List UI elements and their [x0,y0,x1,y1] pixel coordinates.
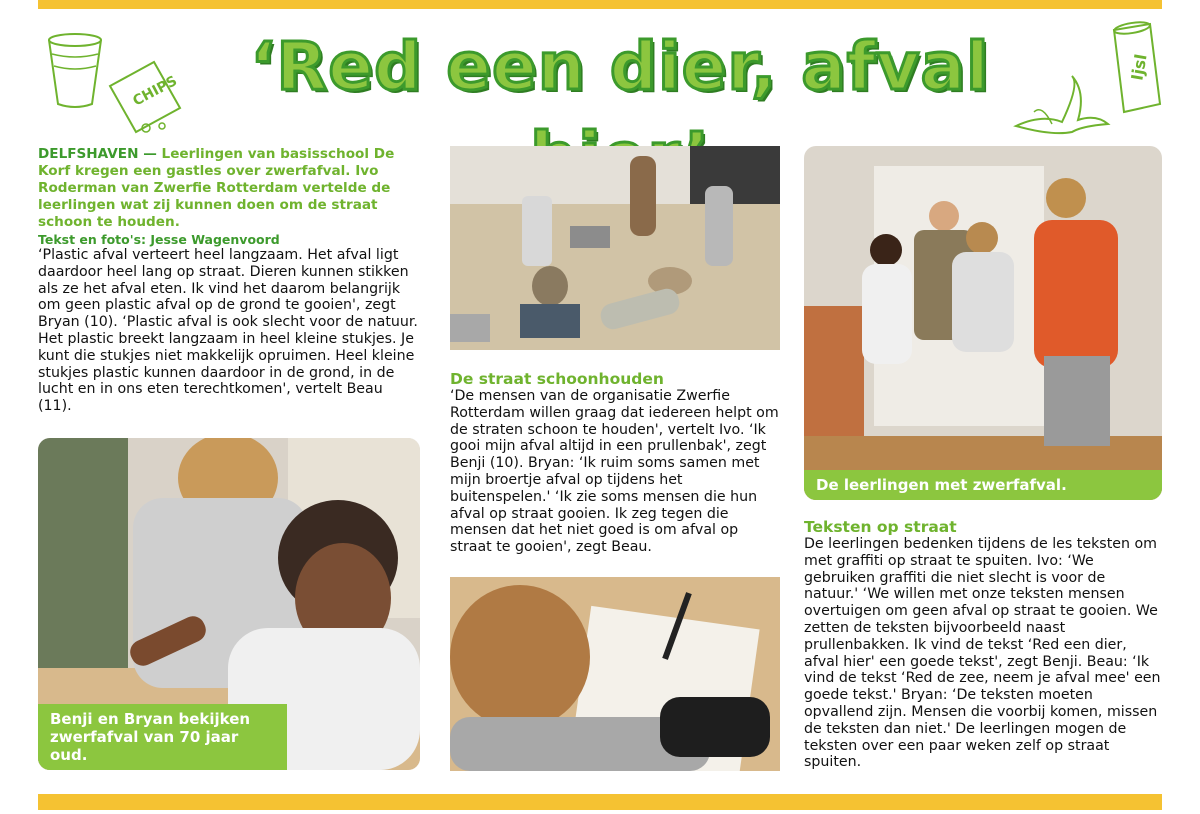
caption-group: De leerlingen met zwerfafval. [804,470,1162,500]
plastic-cup-icon [46,32,104,110]
bottom-border-bar [38,794,1162,810]
soda-can-icon [1104,20,1166,116]
svg-text:Ijsl: Ijsl [1127,52,1151,82]
top-border-bar [38,0,1162,9]
section-teksten-op-straat [804,518,1162,771]
article-para-1: ‘Plastic afval verteert heel langzaam. Het afval ligt daardoor heel lang op straat. Dieren kunnen stikken als ze het afval eten. Ik vind het daarom belangrijk om geen plastic afval op de grond te gooien', zegt Bryan (10). ‘Plastic afval is ook slecht voor de natuur. Het plastic breekt langzaam in heel kleine stukjes. Je kunt die stukjes niet makkelijk opruimen. Heel kleine stukjes plastic kunnen daardoor in de grond, in de lucht en in ons eten terechtkomen', vertelt Beau (11). [38,247,418,415]
photo-child-writing [450,577,780,771]
headline: ‘Red een dier, afval [250,28,990,105]
photo-group-with-litter [804,146,1162,500]
caption-kids: Benji en Bryan bekijken zwerfafval van 70 jaar oud. [38,704,287,770]
intro-block [38,146,423,248]
photo-collected-litter [450,146,780,350]
lead-paragraph [38,146,423,231]
article-para-2: ‘De mensen van de organisatie Zwerfie Rotterdam willen graag dat iedereen helpt om de straten schoon te houden', vertelt Ivo. ‘Ik gooi mijn afval altijd in een prullenbak', zegt Benji (10). Bryan: ‘Ik ruim soms samen met mijn broertje afval op tijdens het buitenspelen.' ‘Ik zie soms mensen die hun afval op straat gooien. Ik zeg tegen die mensen dat het niet goed is om afval op straat te gooien', zegt Beau. [450,388,779,556]
section-de-straat [450,370,780,556]
lead-text: Leerlingen van basisschool De Korf kregen een gastles over zwerfafval. Ivo Roderman van Zwerfie Rotterdam vertelde de leerlingen wat zij kunnen doen om de straat schoon te houden. [38,146,395,230]
article-para-3: De leerlingen bedenken tijdens de les teksten om met graffiti op straat te spuiten. Ivo: ‘We gebruiken graffiti die niet slecht is voor de natuur.' ‘We willen met onze teksten mensen overtuigen om geen afval op straat te gooien. We zetten de teksten bijvoorbeeld naast prullenbakken. Ik vind de tekst ‘Red een dier, afval hier' een goede tekst', zegt Benji. Beau: ‘Ik vind de tekst ‘Red de zee, neem je afval mee' een goede tekst.' Bryan: ‘De teksten moeten opvallend zijn. Mensen die voorbij komen, missen de teksten dan niet.' De leerlingen mogen de teksten over een paar weken zelf op straat spuiten. [804,536,1161,771]
svg-text:CHIPS: CHIPS [130,73,180,110]
photo-kids-examining-litter [38,438,420,770]
subhead-de-straat-schoonhouden: De straat schoonhouden [450,370,664,388]
subhead-teksten-op-straat: Teksten op straat [804,518,957,536]
photo-credit: Tekst en foto's: Jesse Wagenvoord [38,232,280,247]
dateline: DELFSHAVEN — [38,146,157,162]
chips-bag-icon [102,56,192,138]
